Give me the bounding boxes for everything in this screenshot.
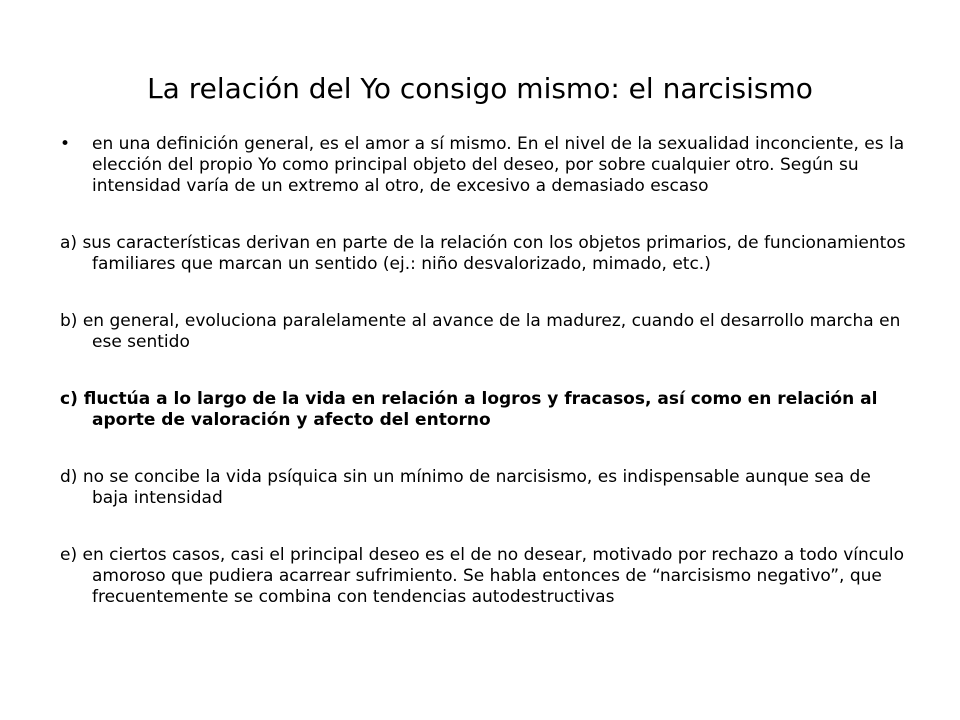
bullet-definition [60, 134, 910, 197]
item-b: b) en general, evoluciona paralelamente al avance de la madurez, cuando el desarrollo marcha en ese sentido [60, 311, 901, 352]
item-a: a) sus características derivan en parte de la relación con los objetos primarios, de funcionamientos familiares que marcan un sentido (ej.: niño desvalorizado, mimado, etc.) [60, 233, 906, 274]
item-d: d) no se concibe la vida psíquica sin un mínimo de narcisismo, es indispensable aunque sea de baja intensidad [60, 467, 871, 508]
bullet-text: en una definición general, es el amor a sí mismo. En el nivel de la sexualidad inconciente, es la elección del propio Yo como principal objeto del deseo, por sobre cualquier otro. Según su intensidad varía de un extremo al otro, de excesivo a demasiado escaso [92, 134, 905, 196]
item-e: e) en ciertos casos, casi el principal deseo es el de no desear, motivado por rechazo a todo vínculo amoroso que pudiera acarrear sufrimiento. Se habla entonces de “narcisismo negativo”, que frecuentemente se combina con tendencias autodestructivas [60, 545, 905, 607]
slide-body [60, 134, 910, 644]
bullet-marker: • [60, 134, 71, 154]
item-c: c) fluctúa a lo largo de la vida en relación a logros y fracasos, así como en relación al aporte de valoración y afecto del entorno [60, 389, 878, 430]
slide-title: La relación del Yo consigo mismo: el narcisismo [147, 72, 813, 105]
